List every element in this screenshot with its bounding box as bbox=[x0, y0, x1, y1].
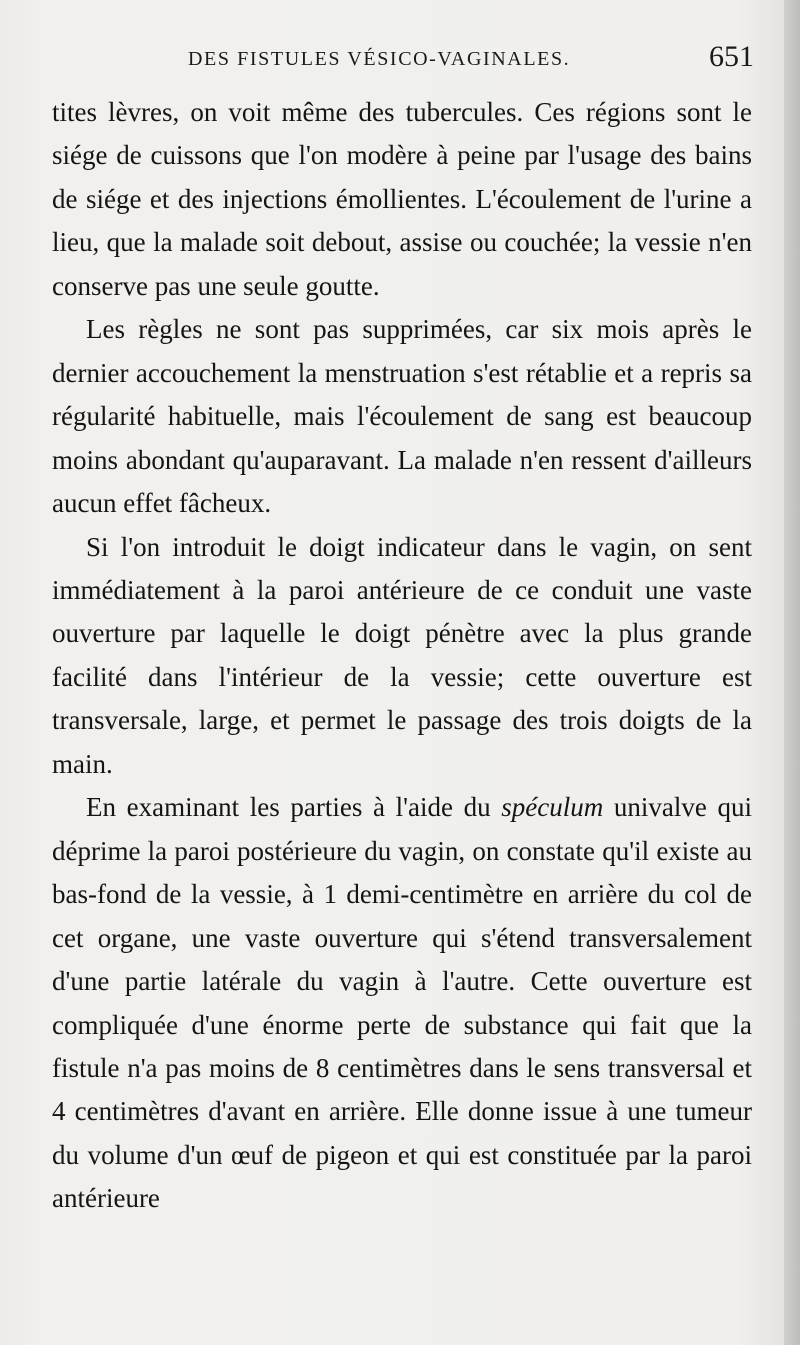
page-header bbox=[48, 40, 754, 80]
page-number: 651 bbox=[709, 40, 754, 73]
paragraph-1: tites lèvres, on voit même des tubercules. Ces régions sont le siége de cuissons que l'on modère à peine par l'usage des bains de siége et des injections émollientes. L'écoulement de l'urine a lieu, que la malade soit debout, assise ou couchée; la vessie n'en conserve pas une seule goutte. bbox=[52, 97, 752, 301]
paragraph-3: Si l'on introduit le doigt indicateur dans le vagin, on sent immédiatement à la paroi antérieure de ce conduit une vaste ouverture par laquelle le doigt pénètre avec la plus grande facilité dans l'intérieur de la vessie; cette ouverture est transversale, large, et permet le passage des trois doigts de la main. bbox=[52, 531, 752, 779]
paragraph-4-start: En examinant les parties à l'aide du bbox=[86, 792, 502, 823]
running-title: DES FISTULES VÉSICO-VAGINALES. bbox=[188, 48, 571, 70]
paragraph-2: Les règles ne sont pas supprimées, car six mois après le dernier accouchement la menstruation s'est rétablie et a repris sa régularité habituelle, mais l'écoulement de sang est beaucoup moins abondant qu'auparavant. La malade n'en ressent d'ailleurs aucun effet fâcheux. bbox=[52, 314, 752, 519]
paragraph-4 bbox=[52, 786, 752, 1221]
body-text bbox=[52, 91, 752, 1221]
paragraph-4-rest: univalve qui déprime la paroi postérieure du vagin, on constate qu'il existe au bas-fond de la vessie, à 1 demi-centimètre en arrière du col de cet organe, une vaste ouverture qui s'étend transversalement d'une partie latérale du vagin à l'autre. Cette ouverture est compliquée d'une énorme perte de substance qui fait que la fistule n'a pas moins de 8 centimètres dans le sens transversal et 4 centimètres d'avant en arrière. Elle donne issue à une tumeur du volume d'un œuf de pigeon et qui est constituée par la paroi antérieure bbox=[52, 792, 752, 1214]
page-edge-shadow bbox=[784, 0, 800, 1345]
italic-term: spéculum bbox=[501, 792, 604, 823]
